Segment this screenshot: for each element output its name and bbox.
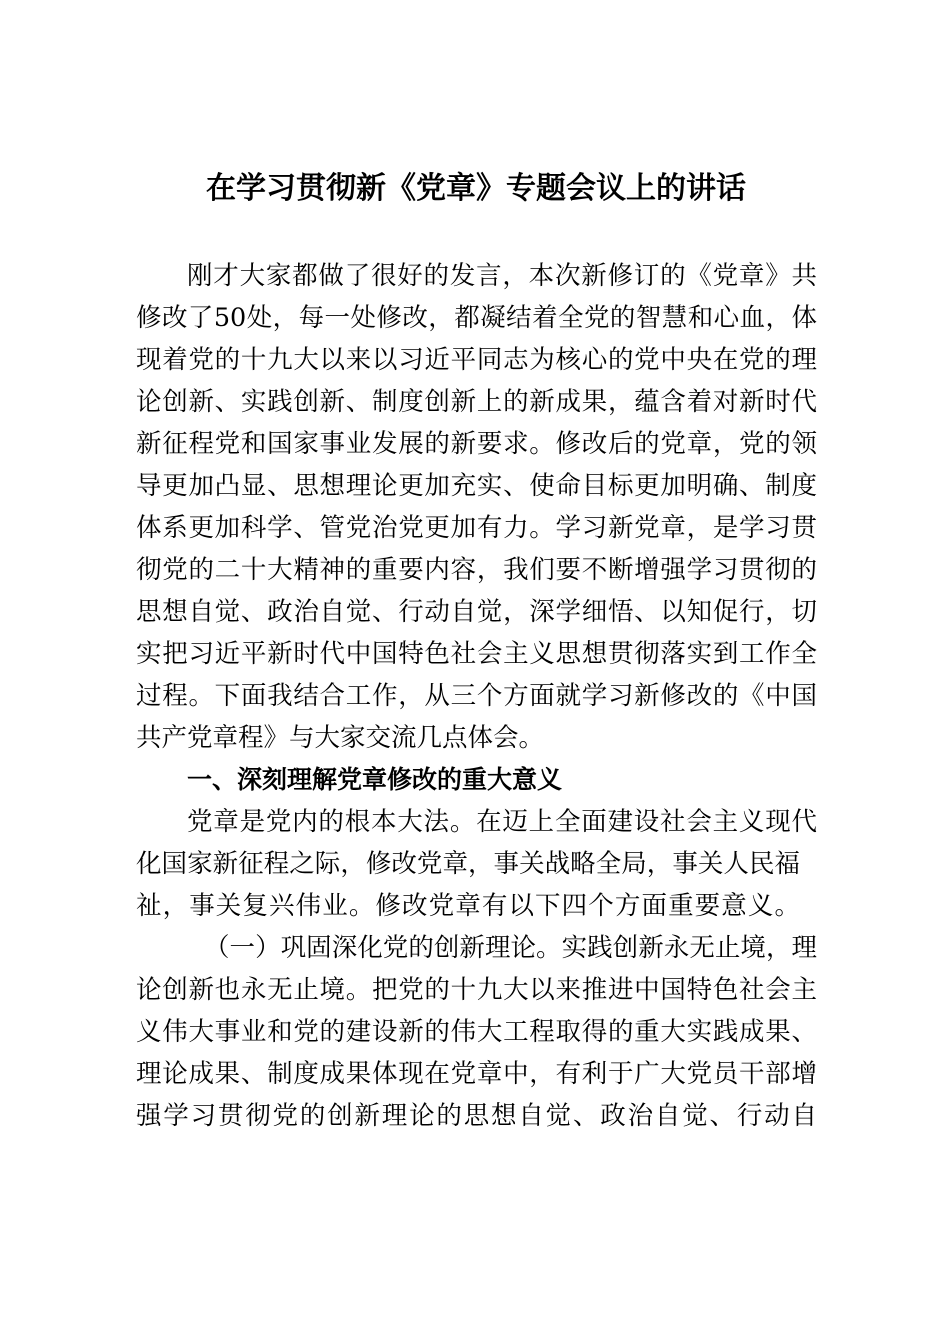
paragraph-line: （一）巩固深化党的创新理论。实践创新永无止境，理	[204, 933, 817, 963]
paragraph-line: 论创新、实践创新、制度创新上的新成果，蕴含着对新时代	[136, 387, 817, 417]
section-heading: 一、深刻理解党章修改的重大意义	[187, 765, 563, 794]
paragraph-line: 强学习贯彻党的创新理论的思想自觉、政治自觉、行动自	[136, 1101, 817, 1131]
paragraph-line: 祉，事关复兴伟业。修改党章有以下四个方面重要意义。	[136, 891, 800, 921]
paragraph-line: 现着党的十九大以来以习近平同志为核心的党中央在党的理	[136, 345, 817, 375]
paragraph-line: 实把习近平新时代中国特色社会主义思想贯彻落实到工作全	[136, 639, 817, 669]
paragraph-line: 刚才大家都做了很好的发言，本次新修订的《党章》共	[187, 261, 817, 291]
paragraph-line: 理论成果、制度成果体现在党章中，有利于广大党员干部增	[136, 1059, 817, 1089]
paragraph-line: 过程。下面我结合工作，从三个方面就学习新修改的《中国	[136, 681, 817, 711]
paragraph-line: 体系更加科学、管党治党更加有力。学习新党章，是学习贯	[136, 513, 817, 543]
paragraph-line: 论创新也永无止境。把党的十九大以来推进中国特色社会主	[136, 975, 817, 1005]
paragraph-line: 修改了50处，每一处修改，都凝结着全党的智慧和心血，体	[136, 303, 817, 333]
document-title: 在学习贯彻新《党章》专题会议上的讲话	[206, 171, 746, 206]
paragraph-line: 新征程党和国家事业发展的新要求。修改后的党章，党的领	[136, 429, 817, 459]
paragraph-line: 导更加凸显、思想理论更加充实、使命目标更加明确、制度	[136, 471, 817, 501]
paragraph-line: 义伟大事业和党的建设新的伟大工程取得的重大实践成果、	[136, 1017, 817, 1047]
paragraph-line: 党章是党内的根本大法。在迈上全面建设社会主义现代	[187, 807, 817, 837]
paragraph-line: 共产党章程》与大家交流几点体会。	[136, 723, 545, 753]
paragraph-line: 彻党的二十大精神的重要内容，我们要不断增强学习贯彻的	[136, 555, 817, 585]
paragraph-line: 化国家新征程之际，修改党章，事关战略全局，事关人民福	[136, 849, 800, 879]
paragraph-line: 思想自觉、政治自觉、行动自觉，深学细悟、以知促行，切	[136, 597, 817, 627]
